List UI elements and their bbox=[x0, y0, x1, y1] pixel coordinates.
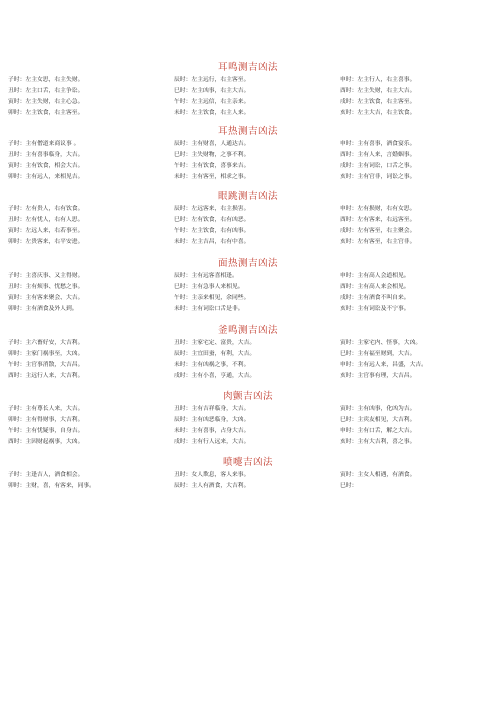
text-cell: 亥时：主有词讼及不宁事。 bbox=[340, 306, 410, 312]
text-cell: 亥时：主有官非，词讼之事。 bbox=[340, 174, 416, 180]
text-row bbox=[0, 304, 496, 315]
text-cell: 午时：左主饮食，右有凶事。 bbox=[174, 228, 250, 234]
text-cell: 戌时：左主饮食，右主客至。 bbox=[340, 99, 416, 105]
text-row bbox=[0, 293, 496, 304]
text-cell: 丑时：女人欺息，客人来事。 bbox=[174, 472, 250, 478]
text-cell: 子时：主有尊长人来，大吉。 bbox=[8, 406, 84, 412]
text-row bbox=[0, 215, 496, 226]
text-cell: 亥时：左主大吉，右主饮食。 bbox=[340, 110, 416, 116]
text-cell: 辰时：左主远行，右主客至。 bbox=[174, 77, 250, 83]
text-cell: 未时：左主吉昌，右有中喜。 bbox=[174, 239, 250, 245]
text-cell: 辰时：主宜田蚕，有利，大吉。 bbox=[174, 351, 256, 357]
text-cell: 辰时：主人有酒食，大吉利。 bbox=[174, 483, 250, 489]
text-cell: 午时：主官事消散，大吉昌。 bbox=[8, 362, 84, 368]
text-cell: 戌时：左有客至，右主聚会。 bbox=[340, 228, 416, 234]
text-cell: 未时：主有凶祸之事，不利。 bbox=[174, 362, 250, 368]
text-cell: 辰时：主有远客喜相逢。 bbox=[174, 273, 238, 279]
text-cell: 申时：主有远人来，昌盛，大吉。 bbox=[340, 362, 427, 368]
text-cell: 未时：主有词讼口舌是非。 bbox=[174, 306, 244, 312]
text-cell: 寅时：主有凶事，化凶为吉。 bbox=[340, 406, 416, 412]
text-cell: 子时：左主女思，右主失财。 bbox=[8, 77, 84, 83]
text-cell: 午时：左主远信，右主亲来。 bbox=[174, 99, 250, 105]
text-cell: 午时：主有忧疑事，自身吉。 bbox=[8, 428, 84, 434]
text-cell: 丑时：主有烦事、忧愁之事。 bbox=[8, 284, 84, 290]
text-cell: 戌时：主有行人远来，大吉。 bbox=[174, 439, 250, 445]
text-cell: 戌时：主有词讼，口舌之事。 bbox=[340, 163, 416, 169]
section bbox=[0, 457, 496, 492]
text-cell: 亥时：主官事有理，大吉昌。 bbox=[340, 373, 416, 379]
text-cell: 亥时：左有客至，右主官非。 bbox=[340, 239, 416, 245]
section-title: 眼跳测吉凶法 bbox=[217, 191, 278, 202]
text-cell: 辰时：主有凶恶临身，大凶。 bbox=[174, 417, 250, 423]
text-cell: 酉时：左有客来，右远客至。 bbox=[340, 217, 416, 223]
text-cell: 申时：主有喜事，酒食宴乐。 bbox=[340, 141, 416, 147]
text-cell: 寅时：主女人相遇，有酒食。 bbox=[340, 472, 416, 478]
text-row bbox=[0, 437, 496, 448]
section-title: 肉颤吉凶法 bbox=[222, 391, 273, 402]
text-row bbox=[0, 271, 496, 282]
section bbox=[0, 258, 496, 315]
text-row bbox=[0, 204, 496, 215]
section bbox=[0, 62, 496, 119]
text-row bbox=[0, 360, 496, 371]
text-cell: 午时：主有饮食，喜事来吉。 bbox=[174, 163, 250, 169]
text-cell: 未时：主有喜事，占身大吉。 bbox=[174, 428, 250, 434]
text-row bbox=[0, 371, 496, 382]
text-row bbox=[0, 139, 496, 150]
text-cell: 巳时：主有福至财到，大吉。 bbox=[340, 351, 416, 357]
text-cell: 寅时：主有饮食，相会大吉。 bbox=[8, 163, 84, 169]
text-cell: 戌时：主有小喜，亨通，大吉。 bbox=[174, 373, 256, 379]
section bbox=[0, 325, 496, 382]
section bbox=[0, 126, 496, 183]
section bbox=[0, 191, 496, 248]
text-cell: 子时：左有贵人，右有饮食。 bbox=[8, 206, 84, 212]
text-cell: 申时：主有高人会道相见。 bbox=[340, 273, 410, 279]
text-cell: 寅时：主家宅内、怪事，大凶。 bbox=[340, 340, 422, 346]
text-cell: 未时：主有客至，相求之事。 bbox=[174, 174, 250, 180]
text-cell: 酉时：主远行人来，大吉利。 bbox=[8, 373, 84, 379]
text-cell: 申时：主有口舌，解之大吉。 bbox=[340, 428, 416, 434]
section-title: 喷嚏吉凶法 bbox=[222, 457, 273, 468]
text-cell: 丑时：主有吉祥临身，大吉。 bbox=[174, 406, 250, 412]
text-cell: 卯时：左主饮食，右主客至。 bbox=[8, 110, 84, 116]
text-cell: 酉时：主有人来，言婚姻事。 bbox=[340, 152, 416, 158]
text-cell: 寅时：左主失财，右主心急。 bbox=[8, 99, 84, 105]
text-cell: 巳时：主有急事人来相见。 bbox=[174, 284, 244, 290]
text-cell: 巳时：主失财物，之事不利。 bbox=[174, 152, 250, 158]
text-row bbox=[0, 108, 496, 119]
text-cell: 巳时：左主凶事，右主大吉。 bbox=[174, 88, 250, 94]
text-cell: 午时：主亲来相见，余同些。 bbox=[174, 295, 250, 301]
text-cell: 寅时：左远人来，右若事至。 bbox=[8, 228, 84, 234]
text-row bbox=[0, 349, 496, 360]
section-title: 耳鸣测吉凶法 bbox=[217, 62, 278, 73]
text-cell: 卯时：主财，喜，有客来，同事。 bbox=[8, 483, 95, 489]
text-cell: 丑时：左有忧人，右有人思。 bbox=[8, 217, 84, 223]
text-cell: 子时：主逢吉人，酒食相会。 bbox=[8, 472, 84, 478]
section-title: 釜鸣测吉凶法 bbox=[217, 325, 278, 336]
text-cell: 戌时：主有酒食不叫自来。 bbox=[340, 295, 410, 301]
text-row bbox=[0, 470, 496, 481]
text-row bbox=[0, 481, 496, 492]
text-cell: 酉时：主有高人来会相见。 bbox=[340, 284, 410, 290]
section-title: 面热测吉凶法 bbox=[217, 258, 278, 269]
text-cell: 子时：主六畜好安，大吉利。 bbox=[8, 340, 84, 346]
text-row bbox=[0, 172, 496, 183]
text-cell: 丑时：左主口舌，右主争讼。 bbox=[8, 88, 84, 94]
section bbox=[0, 391, 496, 448]
text-cell: 丑时：主有喜事临身，大吉。 bbox=[8, 152, 84, 158]
text-cell: 寅时：主有客来聚会、大吉。 bbox=[8, 295, 84, 301]
text-cell: 子时：主有僧道来商议事 。 bbox=[8, 141, 80, 147]
text-row bbox=[0, 150, 496, 161]
text-row bbox=[0, 226, 496, 237]
text-cell: 亥时：主有大吉利，喜之事。 bbox=[340, 439, 416, 445]
text-cell: 丑时：主家宅定、富贵，大吉。 bbox=[174, 340, 256, 346]
text-cell: 申时：左有损财，右有女思。 bbox=[340, 206, 416, 212]
text-row bbox=[0, 415, 496, 426]
text-cell: 酉时：左主失财，右主大吉。 bbox=[340, 88, 416, 94]
text-row bbox=[0, 426, 496, 437]
text-cell: 子时：主喜庆事、又主得财。 bbox=[8, 273, 84, 279]
text-row bbox=[0, 282, 496, 293]
text-row bbox=[0, 237, 496, 248]
text-cell: 卯时：主有得财事，大吉利。 bbox=[8, 417, 84, 423]
text-row bbox=[0, 86, 496, 97]
text-cell: 未时：左主饮食，右主人来。 bbox=[174, 110, 250, 116]
text-row bbox=[0, 97, 496, 108]
text-cell: 巳时： bbox=[340, 483, 358, 489]
text-cell: 申时：左主行人，右主喜事。 bbox=[340, 77, 416, 83]
text-cell: 巳时：主宾友相见，大吉利。 bbox=[340, 417, 416, 423]
text-row bbox=[0, 75, 496, 86]
text-row bbox=[0, 404, 496, 415]
text-cell: 卯时：主有远人，来相见吉。 bbox=[8, 174, 84, 180]
text-cell: 辰时：左远客来，右主损害。 bbox=[174, 206, 250, 212]
text-cell: 酉时：主因财起祸事，大凶。 bbox=[8, 439, 84, 445]
text-cell: 卯时：主家门祸事至，大凶。 bbox=[8, 351, 84, 357]
text-row bbox=[0, 338, 496, 349]
text-cell: 卯时：左贵客来，右平安进。 bbox=[8, 239, 84, 245]
text-cell: 巳时：左有饮食，右有凶恶。 bbox=[174, 217, 250, 223]
text-cell: 辰时：主有财喜，人通达吉。 bbox=[174, 141, 250, 147]
text-row bbox=[0, 161, 496, 172]
section-title: 耳热测吉凶法 bbox=[217, 126, 278, 137]
text-cell: 卯时：主有酒食及外人到。 bbox=[8, 306, 78, 312]
